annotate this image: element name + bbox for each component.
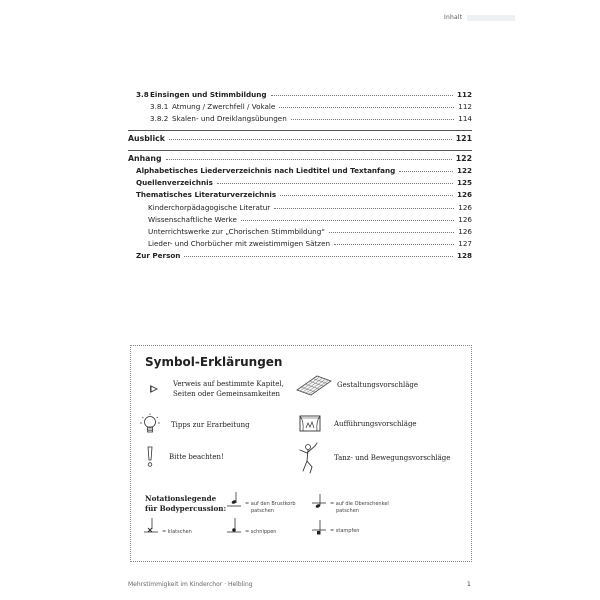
toc-entry-chorbuecher[interactable] bbox=[128, 238, 472, 250]
notation-legend-label bbox=[145, 494, 226, 514]
leader-dots bbox=[184, 250, 453, 257]
running-head-title: Inhalt bbox=[444, 14, 463, 21]
notation-text: patschen bbox=[251, 507, 274, 514]
symbol-item-gestaltung bbox=[295, 374, 418, 396]
symbol-text: Gestaltungsvorschläge bbox=[337, 381, 419, 389]
toc-title: Wissenschaftliche Werke bbox=[128, 214, 239, 226]
stomp-note-icon bbox=[311, 518, 327, 541]
toc-entry-unterrichtswerke[interactable] bbox=[128, 226, 472, 238]
toc-page: 127 bbox=[458, 239, 472, 249]
toc-title: Atmung / Zwerchfell / Vokale bbox=[172, 102, 276, 112]
toc-entry-ausblick[interactable] bbox=[128, 133, 472, 145]
leader-dots bbox=[271, 89, 453, 96]
leader-dots bbox=[334, 238, 454, 245]
toc-title: Lieder- und Chorbücher mit zweistimmigen Sätzen bbox=[128, 238, 332, 250]
symbol-item-reference bbox=[147, 379, 284, 399]
toc-title: Zur Person bbox=[128, 250, 182, 262]
leader-dots bbox=[329, 226, 454, 233]
toc-entry-3-8[interactable] bbox=[128, 89, 472, 101]
toc-page: 121 bbox=[455, 133, 472, 143]
toc-title: Quellenverzeichnis bbox=[128, 177, 215, 189]
toc-title: Einsingen und Stimmbildung bbox=[150, 90, 267, 99]
notation-text: = klatschen bbox=[162, 529, 192, 535]
footer-book-title: Mehrstimmigkeit im Kinderchor · Helbling bbox=[128, 581, 253, 588]
toc-number: 3.8.1 bbox=[150, 102, 169, 112]
symbol-legend-title: Symbol-Erklärungen bbox=[145, 355, 283, 369]
symbol-legend-box bbox=[130, 345, 472, 562]
notation-text: = schnippen bbox=[245, 529, 277, 535]
toc-title: Skalen- und Dreiklangsübungen bbox=[172, 114, 287, 124]
clap-note-icon bbox=[143, 518, 159, 539]
chest-pat-note-icon bbox=[226, 492, 242, 513]
notation-label-line: Notationslegende bbox=[145, 494, 217, 503]
toc-entry-literaturverzeichnis[interactable] bbox=[128, 189, 472, 201]
leader-dots bbox=[217, 177, 453, 184]
footer-page-number: 1 bbox=[467, 581, 471, 588]
toc-page: 112 bbox=[456, 90, 472, 99]
toc-number: 3.8 bbox=[136, 90, 149, 99]
toc-entry-kinderchor-literatur[interactable] bbox=[128, 202, 472, 214]
notation-text: = stampfen bbox=[330, 528, 360, 534]
toc-entry-quellenverzeichnis[interactable] bbox=[128, 177, 472, 189]
xylophone-icon bbox=[295, 374, 333, 396]
notation-item-stomp bbox=[311, 518, 359, 541]
symbol-item-auffuehrung bbox=[299, 415, 417, 433]
notation-text: = auf die Oberschenkel bbox=[330, 501, 389, 507]
toc-page: 126 bbox=[458, 226, 472, 236]
exclamation-icon bbox=[143, 446, 157, 468]
notation-text: patschen bbox=[336, 507, 359, 514]
toc-entry-liederverzeichnis[interactable] bbox=[128, 165, 472, 177]
symbol-text: Tipps zur Erarbeitung bbox=[171, 421, 250, 429]
toc-number: 3.8.2 bbox=[150, 114, 169, 124]
leader-dots bbox=[399, 165, 453, 172]
lightbulb-icon bbox=[139, 413, 161, 437]
leader-dots bbox=[279, 101, 454, 108]
leader-dots bbox=[291, 113, 455, 120]
leader-dots bbox=[166, 153, 452, 160]
toc-title: Alphabetisches Liederverzeichnis nach Liedtitel und Textanfang bbox=[128, 165, 397, 177]
toc-page: 126 bbox=[456, 190, 472, 200]
toc-page: 112 bbox=[458, 102, 472, 112]
toc-page: 125 bbox=[456, 178, 472, 188]
section-rule bbox=[128, 150, 472, 151]
symbol-text: Verweis auf bestimmte Kapitel, bbox=[173, 380, 284, 388]
notation-item-chest-pat bbox=[226, 492, 296, 514]
notation-item-snap bbox=[226, 518, 276, 539]
notation-label-line: für Bodypercussion: bbox=[145, 504, 227, 513]
toc-page: 114 bbox=[458, 114, 472, 124]
symbol-item-beachten bbox=[143, 446, 224, 468]
toc-page: 126 bbox=[458, 202, 472, 212]
symbol-text: Tanz- und Bewegungsvorschläge bbox=[334, 454, 451, 462]
leader-dots bbox=[169, 133, 452, 140]
leader-dots bbox=[280, 189, 453, 196]
symbol-text: Seiten oder Gemeinsamkeiten bbox=[173, 390, 281, 398]
toc-title: Unterrichtswerke zur „Chorischen Stimmbildung“ bbox=[128, 226, 327, 238]
notation-item-clap bbox=[143, 518, 192, 539]
notation-item-thigh-pat bbox=[311, 492, 389, 515]
table-of-contents bbox=[128, 89, 472, 262]
notation-text: = auf den Brustkorb bbox=[245, 501, 296, 507]
toc-title: Anhang bbox=[128, 153, 162, 163]
leader-dots bbox=[241, 214, 454, 221]
toc-entry-wissenschaftliche-werke[interactable] bbox=[128, 214, 472, 226]
toc-page: 126 bbox=[458, 214, 472, 224]
toc-title: Kinderchorpädagogische Literatur bbox=[128, 202, 272, 214]
symbol-item-tipps bbox=[139, 413, 250, 437]
toc-entry-3-8-1[interactable] bbox=[128, 101, 472, 113]
symbol-text: Aufführungsvorschläge bbox=[334, 420, 417, 428]
toc-title: Ausblick bbox=[128, 133, 165, 143]
symbol-item-tanz bbox=[297, 441, 450, 475]
dancer-icon bbox=[297, 441, 321, 475]
running-head-bar bbox=[467, 15, 515, 21]
toc-title: Thematisches Literaturverzeichnis bbox=[128, 189, 278, 201]
toc-page: 122 bbox=[455, 153, 472, 163]
leader-dots bbox=[274, 202, 454, 209]
toc-entry-zur-person[interactable] bbox=[128, 250, 472, 262]
stage-icon bbox=[299, 415, 321, 433]
toc-page: 122 bbox=[456, 165, 472, 175]
thigh-pat-note-icon bbox=[311, 492, 327, 515]
section-rule bbox=[128, 130, 472, 131]
snap-note-icon bbox=[226, 518, 242, 539]
toc-entry-3-8-2[interactable] bbox=[128, 113, 472, 125]
toc-page: 128 bbox=[456, 251, 472, 261]
arrow-reference-icon bbox=[147, 385, 161, 393]
toc-entry-anhang[interactable] bbox=[128, 153, 472, 165]
symbol-text: Bitte beachten! bbox=[169, 453, 224, 461]
